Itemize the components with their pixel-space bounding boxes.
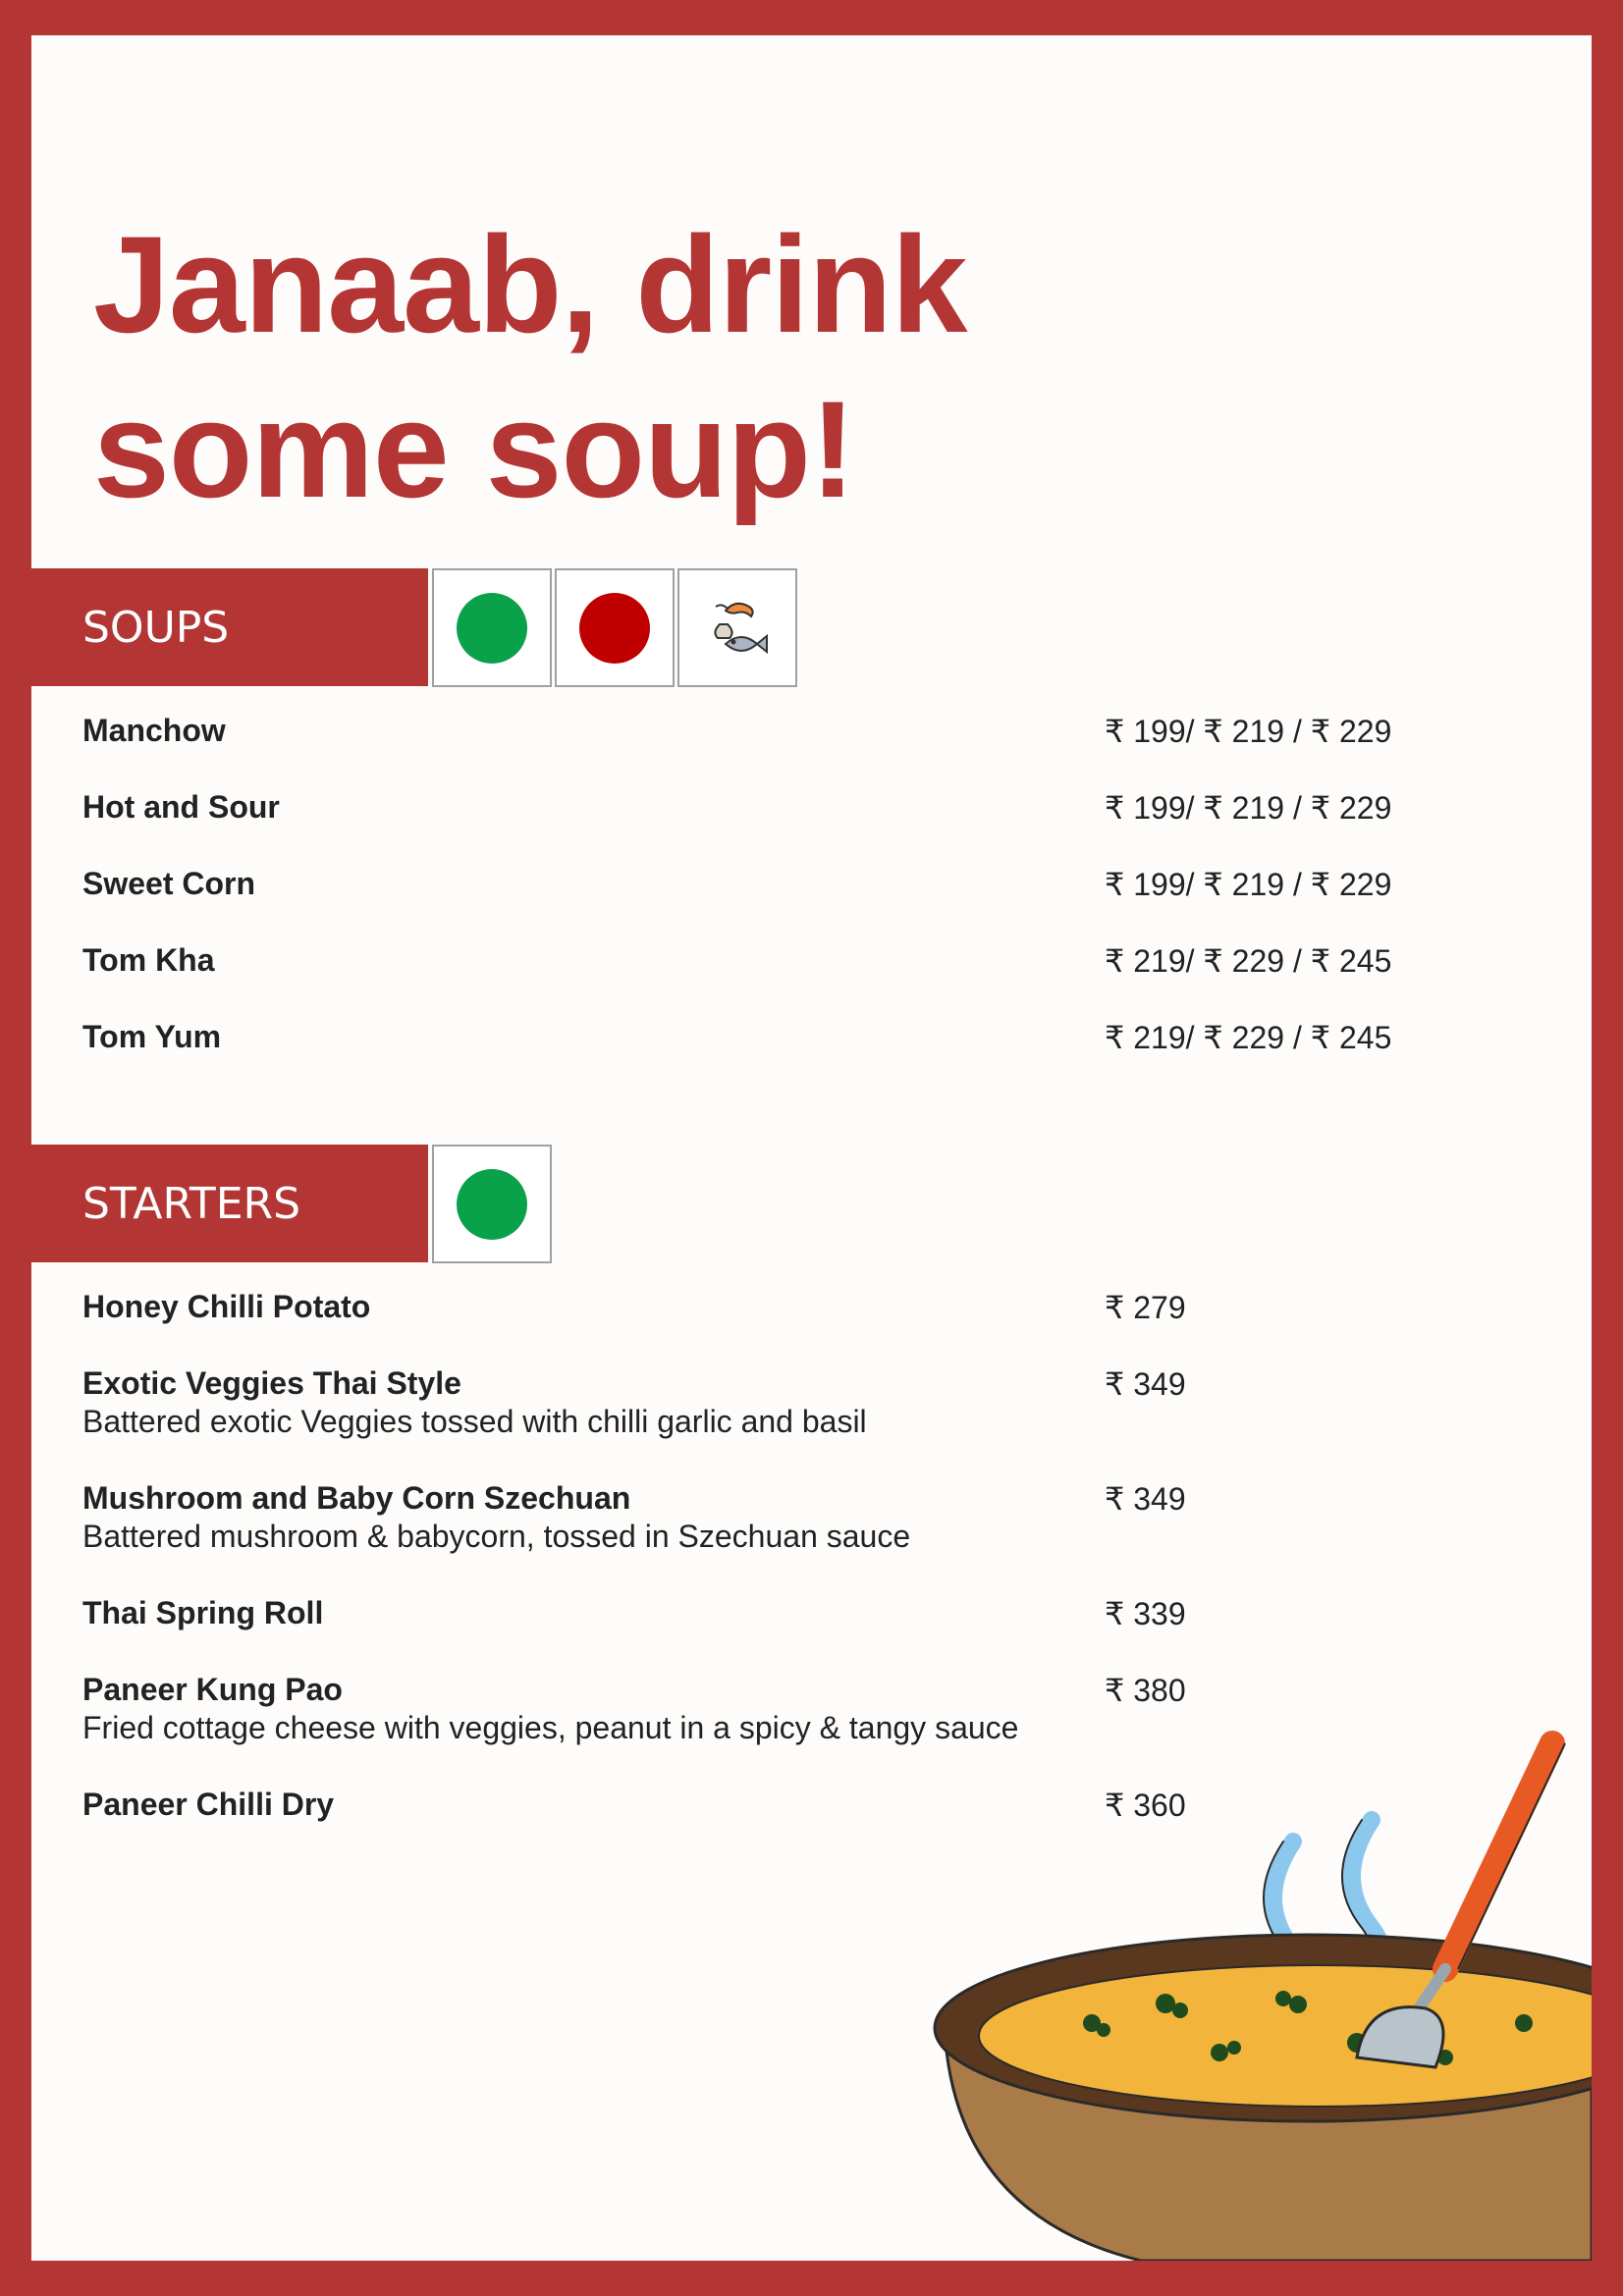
item-price: ₹ 199/ ₹ 219 / ₹ 229 (1105, 867, 1392, 902)
item-price: ₹ 219/ ₹ 229 / ₹ 245 (1105, 1020, 1392, 1055)
soups-heading: SOUPS (31, 568, 428, 686)
item-name: Mushroom and Baby Corn Szechuan (82, 1480, 631, 1516)
item-name: Honey Chilli Potato (82, 1289, 371, 1324)
item-name: Tom Kha (82, 942, 215, 978)
item-price: ₹ 349 (1105, 1481, 1186, 1517)
item-name: Thai Spring Roll (82, 1595, 324, 1630)
item-name: Tom Yum (82, 1019, 222, 1054)
item-price: ₹ 199/ ₹ 219 / ₹ 229 (1105, 790, 1392, 826)
item-price: ₹ 360 (1105, 1788, 1186, 1823)
menu-page (31, 35, 1592, 2261)
starters-heading: STARTERS (31, 1145, 428, 1262)
veg-dot-icon (457, 1169, 527, 1240)
nonveg-symbol-box (555, 568, 675, 687)
item-price: ₹ 219/ ₹ 229 / ₹ 245 (1105, 943, 1392, 979)
item-price: ₹ 339 (1105, 1596, 1186, 1631)
page-title (93, 202, 967, 532)
veg-symbol-box (432, 1145, 552, 1263)
veg-dot-icon (457, 593, 527, 664)
item-description: Fried cottage cheese with veggies, peanut in a spicy & tangy sauce (82, 1710, 1019, 1745)
title-line-2: some soup! (93, 372, 855, 526)
item-name: Manchow (82, 713, 226, 748)
item-name: Sweet Corn (82, 866, 256, 901)
nonveg-dot-icon (579, 593, 650, 664)
item-name: Paneer Chilli Dry (82, 1787, 335, 1822)
item-description: Battered mushroom & babycorn, tossed in Szechuan sauce (82, 1519, 911, 1554)
item-price: ₹ 380 (1105, 1673, 1186, 1708)
soup-bowl-illustration (895, 1704, 1592, 2261)
item-price: ₹ 279 (1105, 1290, 1186, 1325)
item-name: Exotic Veggies Thai Style (82, 1365, 461, 1401)
item-name: Paneer Kung Pao (82, 1672, 343, 1707)
seafood-icon (698, 589, 777, 667)
title-line-1: Janaab, drink (93, 207, 967, 361)
item-price: ₹ 349 (1105, 1366, 1186, 1402)
veg-symbol-box (432, 568, 552, 687)
item-name: Hot and Sour (82, 789, 280, 825)
seafood-symbol-box (677, 568, 797, 687)
item-price: ₹ 199/ ₹ 219 / ₹ 229 (1105, 714, 1392, 749)
item-description: Battered exotic Veggies tossed with chilli garlic and basil (82, 1404, 867, 1439)
